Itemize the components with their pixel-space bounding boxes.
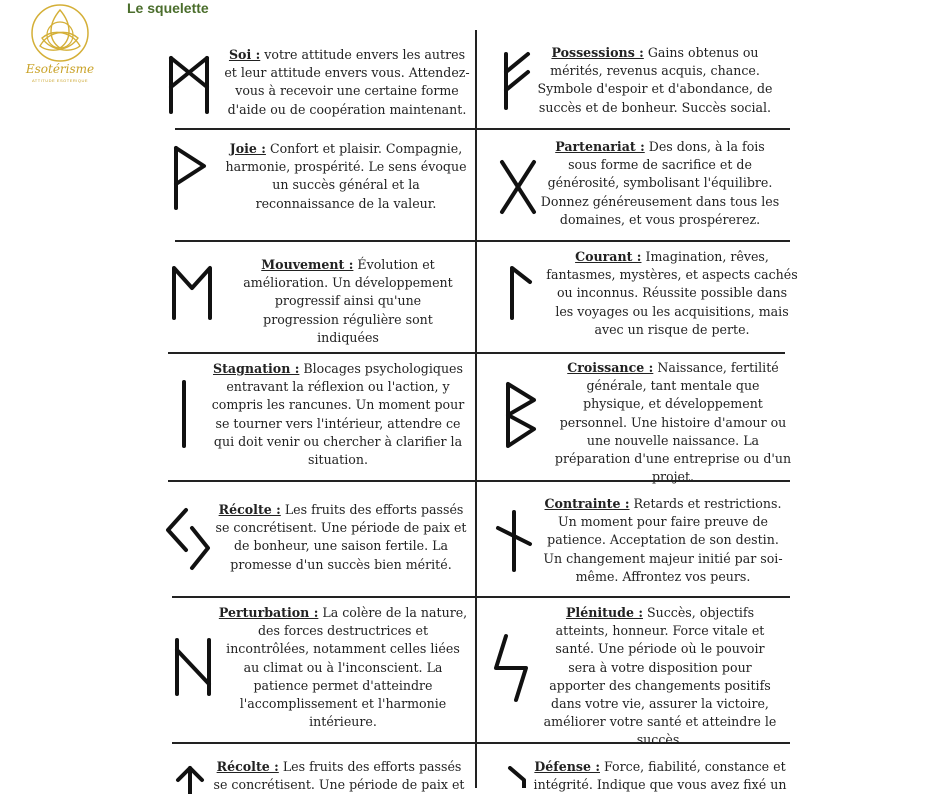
rune-description <box>536 495 790 586</box>
rune-description <box>210 360 466 469</box>
rune-description <box>546 248 798 339</box>
rune-description <box>222 140 470 213</box>
rune-term: Partenariat : <box>555 139 645 154</box>
rune-text: Confort et plaisir. Compagnie, harmonie, prospérité. Le sens évoque un succès général et la reconnaissance de la valeur. <box>225 141 467 211</box>
rune-text: Les fruits des efforts passés se concrétisent. Une période de paix et de bonheur, une saison fertile. La promesse d'un succès bien mérité. <box>215 502 467 572</box>
rune-description <box>210 758 468 794</box>
column-divider <box>475 30 477 788</box>
esoterisme-logo <box>20 2 100 88</box>
eihwaz-rune-icon <box>502 766 532 788</box>
gebo-rune-icon <box>496 158 540 216</box>
rune-description <box>554 359 792 486</box>
rune-term: Récolte : <box>216 759 279 774</box>
row-divider <box>172 596 475 598</box>
rune-text: Force, fiabilité, constance et intégrité. Indique que vous avez fixé un <box>533 759 787 793</box>
rune-term: Courant : <box>575 249 642 264</box>
tiwaz-rune-icon <box>170 764 210 794</box>
logo-text: Esotérisme <box>25 62 95 76</box>
sowilo-rune-icon <box>492 632 532 704</box>
rune-text: votre attitude envers les autres et leur attitude envers vous. Attendez-vous à recevoir une certaine forme d'aide ou de coopération maintenant. <box>224 47 470 117</box>
fehu-rune-icon <box>496 50 536 112</box>
wunjo-rune-icon <box>166 144 212 212</box>
row-divider <box>168 352 475 354</box>
rune-text: Évolution et amélioration. Un développement progressif ainsi qu'une progression régulière sont indiquées <box>243 257 453 345</box>
rune-description <box>540 604 780 750</box>
page-label: Le squelette <box>127 0 209 16</box>
row-divider <box>475 596 790 598</box>
berkano-rune-icon <box>498 380 542 450</box>
rune-description <box>224 46 470 119</box>
rune-term: Récolte : <box>218 502 281 517</box>
rune-term: Défense : <box>534 759 600 774</box>
row-divider <box>475 128 790 130</box>
nauthiz-rune-icon <box>494 508 536 574</box>
mannaz-rune-icon <box>166 55 212 115</box>
row-divider <box>175 128 475 130</box>
rune-text: Les fruits des efforts passés se concrétisent. Une période de paix et <box>213 759 465 793</box>
rune-text: Naissance, fertilité générale, tant mentale que physique, et développement personnel. Une histoire d'amour ou une nouvelle naissance. La préparation d'une entreprise ou d'un projet. <box>554 360 792 485</box>
rune-description <box>540 138 780 229</box>
rune-text: Succès, objectifs atteints, honneur. Force vitale et santé. Une période où le pouvoir sera à votre disposition pour apporter des changements positifs dans votre vie, assurer la victoire, améliorer votre santé et atteindre le succès. <box>543 605 777 748</box>
rune-description <box>236 256 460 347</box>
row-divider <box>475 352 785 354</box>
rune-text: Retards et restrictions. Un moment pour faire preuve de patience. Acceptation de son destin. Un changement majeur initié par soi-même. Affrontez vos peurs. <box>543 496 783 584</box>
jera-rune-icon <box>162 506 214 572</box>
rune-term: Croissance : <box>567 360 654 375</box>
logo-subtitle: ATTITUDE ESOTERIQUE <box>31 78 89 83</box>
rune-description <box>536 44 774 117</box>
ehwaz-rune-icon <box>168 262 216 322</box>
rune-term: Plénitude : <box>565 605 643 620</box>
row-divider <box>175 240 475 242</box>
rune-description <box>532 758 788 794</box>
rune-term: Perturbation : <box>218 605 319 620</box>
rune-term: Contrainte : <box>544 496 630 511</box>
row-divider <box>168 480 475 482</box>
hagalaz-rune-icon <box>170 636 216 698</box>
rune-text: La colère de la nature, des forces destructrices et incontrôlées, notamment celles liées au climat ou à l'inconscient. La patience permet d'atteindre l'accomplissement et l'harmonie intérieure. <box>226 605 468 730</box>
rune-term: Joie : <box>229 141 266 156</box>
rune-description <box>218 604 468 731</box>
isa-rune-icon <box>170 378 200 450</box>
rune-term: Soi : <box>228 47 261 62</box>
rune-text: Blocages psychologiques entravant la réflexion ou l'action, y compris les rancunes. Un moment pour se tourner vers l'intérieur, attendre ce qui doit venir ou chercher à clarifier la situation. <box>211 361 465 468</box>
rune-description <box>214 501 468 574</box>
row-divider <box>172 742 475 744</box>
laguz-rune-icon <box>500 262 540 322</box>
rune-text: Des dons, à la fois sous forme de sacrifice et de générosité, symbolisant l'équilibre. Donnez généreusement dans tous les domaines, et vous prospérerez. <box>540 139 780 227</box>
rune-text: Gains obtenus ou mérités, revenus acquis, chance. Symbole d'espoir et d'abondance, de succès et de bonheur. Succès social. <box>537 45 773 115</box>
triquetra-icon <box>20 2 100 64</box>
row-divider <box>475 240 790 242</box>
rune-term: Stagnation : <box>213 361 300 376</box>
rune-term: Mouvement : <box>261 257 354 272</box>
rune-text: Imagination, rêves, fantasmes, mystères, et aspects cachés ou inconnus. Réussite possible dans les voyages ou les acquisitions, mais avec un risque de perte. <box>546 249 798 337</box>
rune-term: Possessions : <box>551 45 644 60</box>
